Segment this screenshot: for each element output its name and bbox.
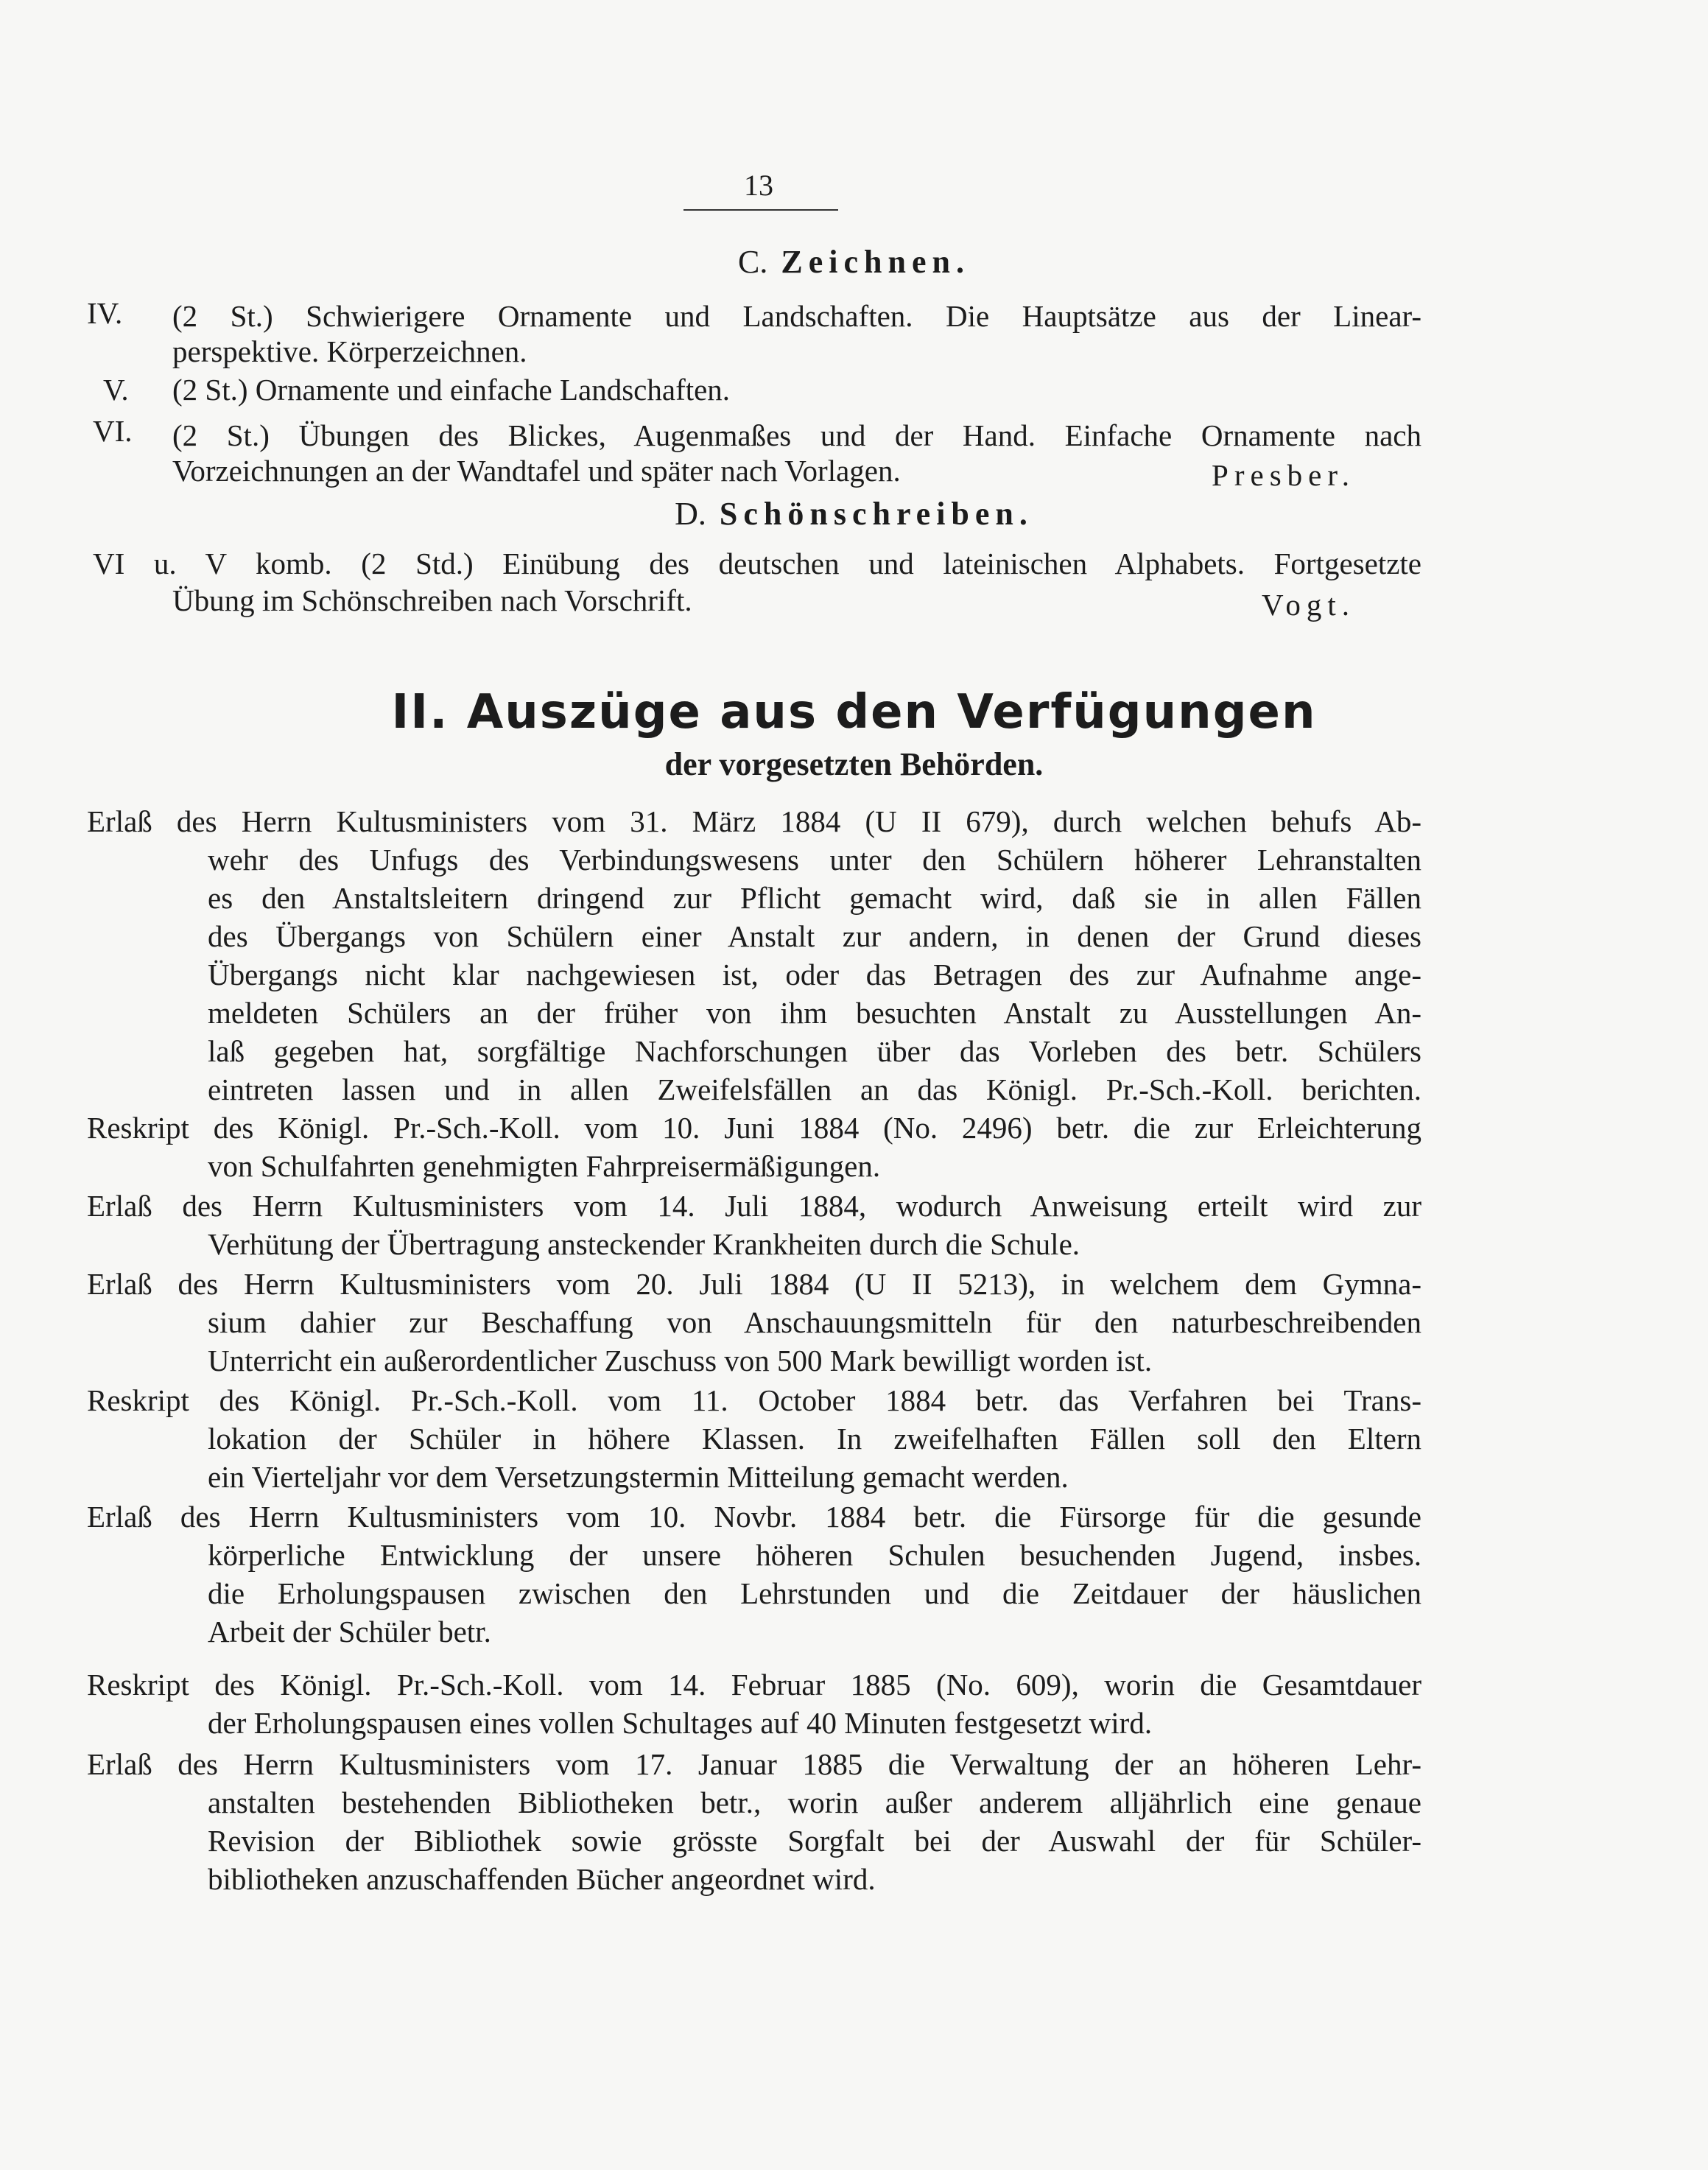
- decree-line: von Schulfahrten genehmigten Fahrpreisermäßigungen.: [208, 1149, 881, 1183]
- section-d-line: VI u. V komb. (2 Std.) Einübung des deutschen und lateinischen Alphabets. Fortgesetzte: [93, 547, 1421, 580]
- section-c-entry-line: Vorzeichnungen an der Wandtafel und später nach Vorlagen.: [172, 454, 901, 488]
- section-c-heading: [0, 243, 1708, 281]
- decree-line: Reskript des Königl. Pr.-Sch.-Koll. vom 11. October 1884 betr. das Verfahren bei Trans-: [87, 1383, 1421, 1417]
- decree-line: es den Anstaltsleitern dringend zur Pflicht gemacht wird, daß sie in allen Fällen: [208, 881, 1421, 915]
- section-c-entry-label: V.: [103, 373, 129, 407]
- decree-line: Verhütung der Übertragung ansteckender Krankheiten durch die Schule.: [208, 1227, 1080, 1261]
- decree-line: körperliche Entwicklung der unsere höheren Schulen besuchenden Jugend, insbes.: [208, 1538, 1421, 1572]
- decree-line: Reskript des Königl. Pr.-Sch.-Koll. vom 14. Februar 1885 (No. 609), worin die Gesamtdauer: [87, 1668, 1421, 1702]
- decree-line: wehr des Unfugs des Verbindungswesens unter den Schülern höherer Lehranstalten: [208, 843, 1421, 877]
- decree-line: Erlaß des Herrn Kultusministers vom 31. März 1884 (U II 679), durch welchen behufs Ab-: [87, 804, 1421, 838]
- section-c-title: Zeichnen.: [781, 244, 970, 280]
- decree-line: Erlaß des Herrn Kultusministers vom 10. Novbr. 1884 betr. die Fürsorge für die gesunde: [87, 1500, 1421, 1534]
- section-c-entry-line: (2 St.) Übungen des Blickes, Augenmaßes und der Hand. Einfache Ornamente nach: [172, 418, 1421, 452]
- section-c-letter: C.: [738, 244, 768, 280]
- decree-line: bibliotheken anzuschaffenden Bücher angeordnet wird.: [208, 1862, 876, 1896]
- section-c-entry-line: (2 St.) Ornamente und einfache Landschaften.: [172, 373, 731, 407]
- decree-line: anstalten bestehenden Bibliotheken betr., worin außer anderem alljährlich eine genaue: [208, 1785, 1421, 1819]
- decree-line: die Erholungspausen zwischen den Lehrstunden und die Zeitdauer der häuslichen: [208, 1576, 1421, 1610]
- section-c-entry-line: perspektive. Körperzeichnen.: [172, 334, 527, 368]
- section-c-entry-label: IV.: [87, 296, 123, 330]
- decree-line: der Erholungspausen eines vollen Schultages auf 40 Minuten festgesetzt wird.: [208, 1706, 1153, 1740]
- section-c-signature: Presber.: [1212, 458, 1355, 492]
- section-ii-title: II. Auszüge aus den Verfügungen: [391, 685, 1317, 740]
- decree-line: Erlaß des Herrn Kultusministers vom 20. Juli 1884 (U II 5213), in welchem dem Gymna-: [87, 1267, 1421, 1301]
- section-d-title: Schönschreiben.: [719, 496, 1033, 532]
- section-d-line: Übung im Schönschreiben nach Vorschrift.: [172, 583, 692, 617]
- decree-line: sium dahier zur Beschaffung von Anschauungsmitteln für den naturbeschreibenden: [208, 1305, 1421, 1339]
- decree-line: laß gegeben hat, sorgfältige Nachforschungen über das Vorleben des betr. Schülers: [208, 1034, 1421, 1068]
- decree-line: Erlaß des Herrn Kultusministers vom 17. Januar 1885 die Verwaltung der an höheren Lehr-: [87, 1747, 1421, 1781]
- section-c-entry-line: (2 St.) Schwierigere Ornamente und Landschaften. Die Hauptsätze aus der Linear-: [172, 299, 1421, 333]
- decree-line: ein Vierteljahr vor dem Versetzungstermin Mitteilung gemacht werden.: [208, 1460, 1069, 1494]
- section-d-signature: Vogt.: [1262, 588, 1355, 622]
- decree-line: eintreten lassen und in allen Zweifelsfällen an das Königl. Pr.-Sch.-Koll. berichten.: [208, 1072, 1421, 1106]
- decree-line: Arbeit der Schüler betr.: [208, 1615, 491, 1648]
- decree-line: Unterricht ein außerordentlicher Zuschuss von 500 Mark bewilligt worden ist.: [208, 1344, 1153, 1377]
- decree-line: Reskript des Königl. Pr.-Sch.-Koll. vom 10. Juni 1884 (No. 2496) betr. die zur Erleichterung: [87, 1111, 1421, 1145]
- decree-line: Revision der Bibliothek sowie grösste Sorgfalt bei der Auswahl der für Schüler-: [208, 1824, 1421, 1858]
- page-number: 13: [744, 169, 773, 202]
- section-d-heading: [0, 495, 1708, 533]
- decree-line: Übergangs nicht klar nachgewiesen ist, oder das Betragen des zur Aufnahme ange-: [208, 958, 1421, 991]
- section-d-letter: D.: [675, 496, 706, 532]
- section-c-entry-label: VI.: [93, 414, 133, 448]
- decree-line: Erlaß des Herrn Kultusministers vom 14. Juli 1884, wodurch Anweisung erteilt wird zur: [87, 1189, 1421, 1223]
- page-number-rule: [683, 209, 838, 211]
- decree-line: lokation der Schüler in höhere Klassen. In zweifelhaften Fällen soll den Eltern: [208, 1422, 1421, 1456]
- decree-line: meldeten Schülers an der früher von ihm besuchten Anstalt zu Ausstellungen An-: [208, 996, 1421, 1030]
- section-ii-subtitle: der vorgesetzten Behörden.: [664, 746, 1044, 782]
- decree-line: des Übergangs von Schülern einer Anstalt zur andern, in denen der Grund dieses: [208, 919, 1421, 953]
